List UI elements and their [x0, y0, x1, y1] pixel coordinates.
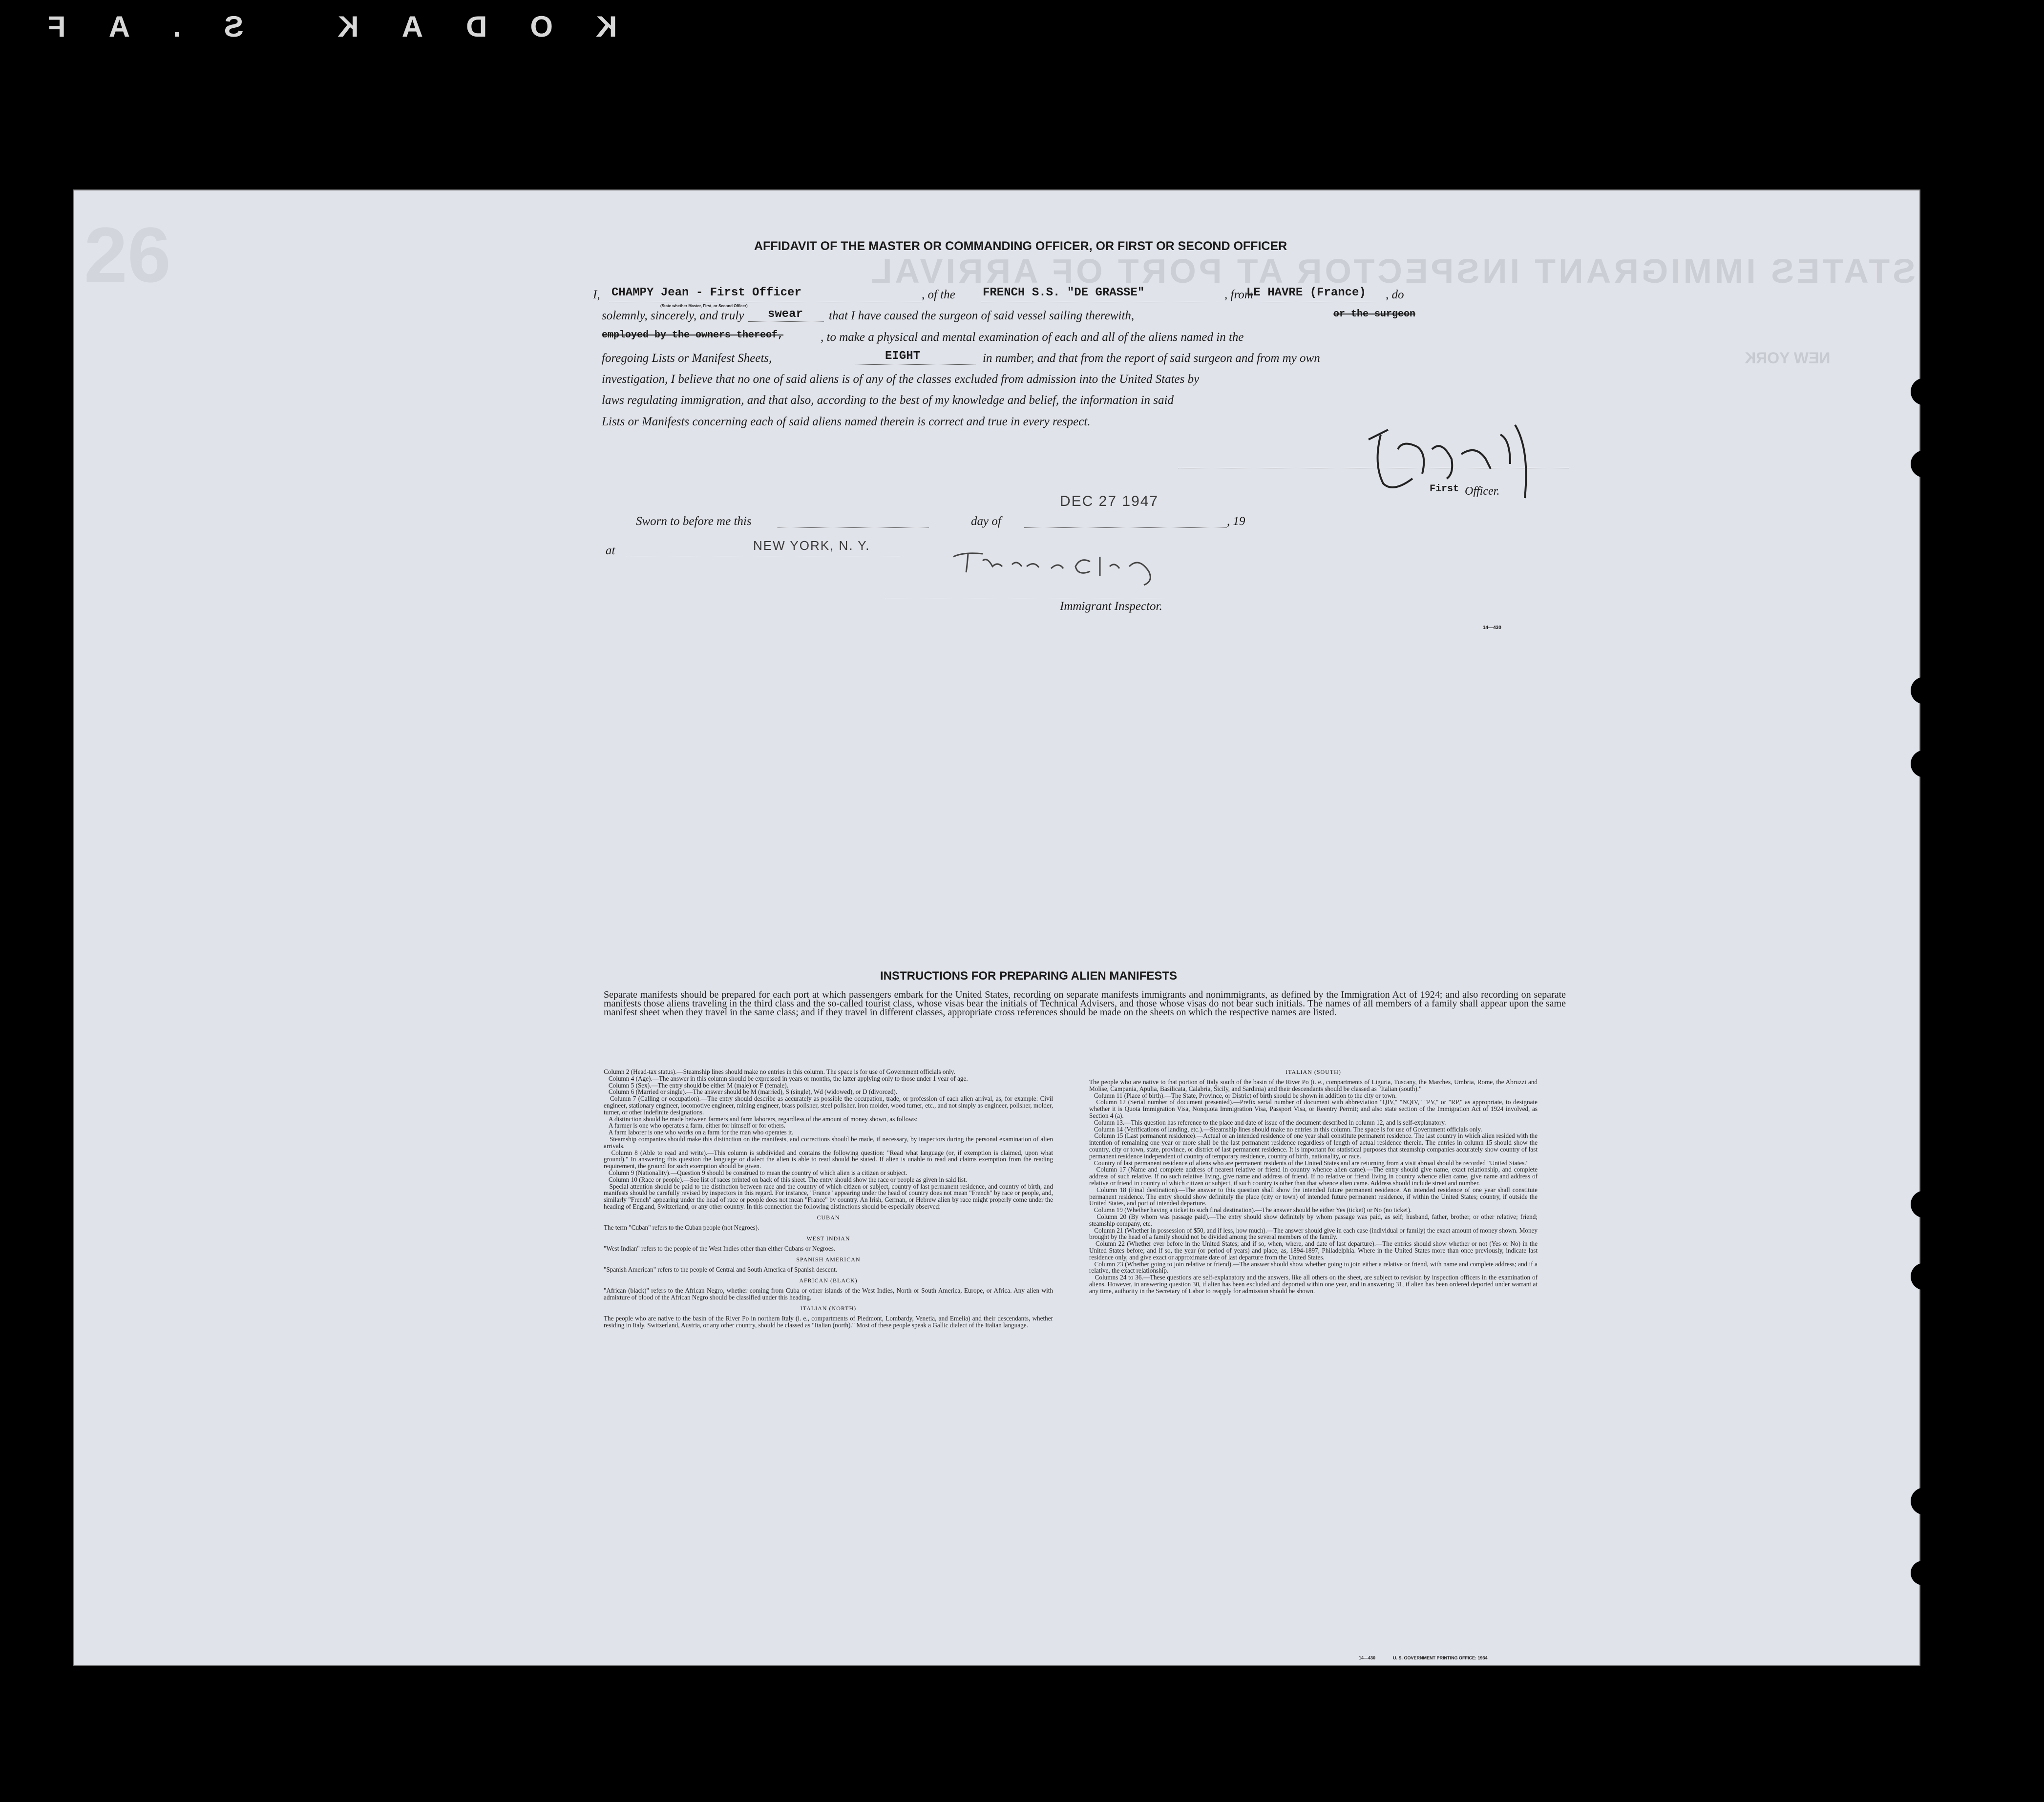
sworn-label: Sworn to before me this — [636, 515, 752, 528]
punch-hole — [1911, 450, 1938, 478]
struck-text-1: or the surgeon — [1333, 309, 1416, 320]
instructions-left-column — [604, 1069, 1053, 1329]
at-label: at — [606, 544, 615, 557]
african-heading: AFRICAN (BLACK) — [799, 1277, 858, 1284]
punch-hole — [1911, 1488, 1938, 1515]
manifest-sheet — [73, 189, 1920, 1666]
inspector-title: Immigrant Inspector. — [1060, 600, 1162, 613]
west-indian-heading: WEST INDIAN — [806, 1235, 850, 1242]
instructions-title: INSTRUCTIONS FOR PREPARING ALIEN MANIFESTS — [880, 969, 1178, 983]
punch-hole — [1911, 1561, 1935, 1585]
left-column-text: Column 2 (Head-tax status).—Steamship lines should make no entries in this column. The space is for use of Government officials only. Column 4 (Age).—The answer in this column should be expressed in years or months, the latter applying only to those under 1 year of age. Column 5 (Sex).—The entry should be either M (male) or F (female). Column 6 (Married or single).—The answer should be M (married), S (single), Wd (widowed), or D (divorced). Column 7 (Calling or occupation).—The entry should describe as accurately as possible the occupation, trade, or profession of each alien arrival, as, for example: Civil engineer, stationary engineer, locomotive engineer, mining engineer, brass polisher, steel polisher, iron molder, wood turner, etc., and not simply as engineer, polisher, molder, turner, or other indefinite designations. A distinction should be made between farmers and farm laborers, regardless of the amount of money shown, as follows: A farmer is one who operates a farm, either for himself or for others. A farm laborer is one who works on a farm for the man who operates it. Steamship companies should make this distinction on the manifests, and corrections should be made, if necessary, by inspectors during the personal examination of alien arrivals. Column 8 (Able to read and write).—This column is subdivided and contains the following question: "Read what language (or, if exemption is claimed, upon what ground)." In answering this question the language or dialect the alien is able to read should be stated. If alien is unable to read and claims exemption from the reading requirement, the ground for such exemption should be given. Column 9 (Nationality).—Question 9 should be construed to mean the country of which alien is a citizen or subject. Column 10 (Race or people).—See list of races printed on back of this sheet. The entry should show the race or people as given in said list. Special attention should be paid to the distinction between race and the country of which citizen or subject, country of last permanent residence, and country of birth, and manifests should be carefully revised by inspectors in this regard. For instance, "France" appearing under the head of country does not mean "French" by race or people, and, similarly "French" appearing under the head of race or people does not mean "France" by country. An Irish, German, or Hebrew alien by race might properly come under the heading of England, Switzerland, or any other country. In this connection the following distinctions should be especially observed: — [604, 1068, 1054, 1210]
punch-hole — [1911, 750, 1938, 777]
film-edge-label: KODAK S.AF — [5, 10, 617, 43]
affidavit-title: AFFIDAVIT OF THE MASTER OR COMMANDING OFFICER, OR FIRST OR SECOND OFFICER — [754, 239, 1287, 253]
oath-word: swear — [768, 308, 803, 321]
affidavit-line4-b: in number, and that from the report of said surgeon and from my own — [983, 352, 1320, 365]
place-stamp: NEW YORK, N. Y. — [753, 538, 870, 553]
inspector-signature — [953, 547, 1188, 586]
of-the-label: , of the — [922, 288, 955, 301]
affidavit-line5: investigation, I believe that no one of said aliens is of any of the classes excluded from admission into the United States by — [602, 373, 1200, 386]
footer-printer: U. S. GOVERNMENT PRINTING OFFICE: 1934 — [1393, 1655, 1488, 1660]
bleed-through-port: NEW YORK — [1745, 349, 1831, 367]
officer-name: CHAMPY Jean - First Officer — [611, 286, 801, 299]
departure-port: LE HAVRE (France) — [1246, 286, 1366, 299]
right-column-text: The people who are native to that portion of Italy south of the basin of the River Po (i. e., compartments of Liguria, Tuscany, the Marches, Umbria, Rome, the Abruzzi and Molise, Campania, Apulia, Basilicata, Calabria, Sicily, and Sardinia) and their descendants should be classed as "Italian (south)." Column 11 (Place of birth).—The State, Province, or District of birth should be shown in addition to the city or town. Column 12 (Serial number of document presented).—Prefix serial number of document with abbreviation "QIV," "NQIV," "PV," or "RP," as appropriate, to designate whether it is Quota Immigration Visa, Nonquota Immigration Visa, Passport Visa, or Reentry Permit; and also state section of the Immigration Act of 1924 involved, as Section 4 (a). Column 13.—This question has reference to the place and date of issue of the document described in column 12, and is self-explanatory. Column 14 (Verifications of landing, etc.).—Steamship lines should make no entries in this column. The space is for use of Government officials only. Column 15 (Last permanent residence).—Actual or an intended residence of one year shall constitute permanent residence. The last country in which alien resided with the intention of remaining one year or more shall be the last permanent residence regardless of length of actual residence therein. The entries in column 15 should show the country, city or town, state, province, or district of last permanent residence. It is important for statistical purposes that steamship companies accurately show country of last permanent residence independent of country of temporary residence, country of birth, nationality, or race. Country of last permanent residence of aliens who are permanent residents of the United States and are returning from a visit abroad should be recorded "United States." Column 17 (Name and complete address of nearest relative or friend in country whence alien came).—The entry should give name, exact relationship, and complete address of such relative. If no such relative living, give name and address of friend. If no relative or friend living in country whence alien came, give name and address of relative or friend in country of which citizen or subject, if such country is other than that whence alien came. Address should include street and number. Column 18 (Final destination).—The answer to this question shall show the intended future permanent residence. An intended residence of one year shall constitute permanent residence. The entry should show definitely the place (city or town) of intended future permanent residence, if within the United States; country, if outside the United States, and port of intended departure. Column 19 (Whether having a ticket to such final destination).—The answer should be either Yes (ticket) or No (no ticket). Column 20 (By whom was passage paid).—The entry should show definitely by whom passage was paid, as self; husband, father, brother, or other relative; friend; steamship company, etc. Column 21 (Whether in possession of $50, and if less, how much).—The answer should give in each case (individual or family) the exact amount of money shown. Money brought by the head of a family should not be divided among the several members of the family. Column 22 (Whether ever before in the United States; and if so, when, where, and date of last departure).—The entries should show whether or not (Yes or No) in the United States before; and if so, the year (or period of years) and place, as, 1894-1897, Philadelphia. Where in the United States more than once previously, indicate last residence only, and give exact or approximate date of last departure from the United States. Column 23 (Whether going to join relative or friend).—The answer should show whether going to join either a relative or friend, with name and complete address; and if a relative, the exact relationship. Columns 24 to 36.—These questions are self-explanatory and the answers, like all others on the sheet, are subject to revision by inspection officers in the examination of aliens. However, in answering question 30, if alien has been excluded and deported within one year, and in answering 31, if alien has been ordered deported under warrant at any time, authority in the Secretary of Labor to reapply for admission should be shown. — [1089, 1078, 1538, 1295]
bleed-through-number: 26 — [84, 211, 171, 298]
affidavit-line2-a: solemnly, sincerely, and truly — [602, 309, 744, 322]
do-label: , do — [1386, 288, 1404, 301]
affidavit-line4-a: foregoing Lists or Manifest Sheets, — [602, 352, 772, 365]
italian-north-text: The people who are native to the basin of the River Po in northern Italy (i. e., compartments of Piedmont, Lombardy, Venetia, and Emelia) and their descendants, whether residing in Italy, Switzerland, Austria, or any other country, should be classed as "Italian (north)." Most of these people speak a Gallic dialect of the Italian language. — [604, 1314, 1055, 1329]
affidavit-line6: laws regulating immigration, and that also, according to the best of my knowledge and belief, the information in said — [602, 394, 1174, 407]
italian-north-heading: ITALIAN (NORTH) — [800, 1304, 857, 1312]
instructions-intro: Separate manifests should be prepared for each port at which passengers embark for the United States, recording on separate manifests immigrants and nonimmigrants, as defined by the Immigration Act of 1924; and also recording on separate manifests those aliens traveling in the third class and the so-called tourist class, whose visas bear the initials of Technical Advisers, and those whose visas do not bear such initials. The names of all members of a family shall appear upon the same manifest sheet when they travel in the same class; and if they travel in different classes, appropriate cross references should be made on the sheets on which the respective names are listed. — [604, 989, 1568, 1018]
affidavit-line3: , to make a physical and mental examination of each and all of the aliens named in the — [821, 331, 1244, 344]
punch-hole — [1911, 677, 1938, 704]
punch-hole — [1911, 1263, 1938, 1290]
year-label: , 19 — [1227, 515, 1245, 528]
first-prefix: First — [1430, 483, 1459, 495]
day-of-label: day of — [971, 515, 1001, 528]
affidavit-line7: Lists or Manifests concerning each of said aliens named therein is correct and true in every respect. — [602, 415, 1091, 428]
punch-hole — [1911, 1191, 1938, 1218]
italian-south-heading: ITALIAN (SOUTH) — [1285, 1069, 1341, 1075]
footer-form-number: 14—430 — [1359, 1655, 1376, 1660]
officer-title: Officer. — [1465, 485, 1500, 498]
vessel-name: FRENCH S.S. "DE GRASSE" — [983, 286, 1145, 299]
affidavit-line2-b: that I have caused the surgeon of said vessel sailing therewith, — [829, 309, 1135, 322]
sheets-count: EIGHT — [885, 350, 921, 363]
affidavit-i: I, — [593, 288, 600, 301]
cuban-text: The term "Cuban" refers to the Cuban people (not Negroes). — [604, 1223, 759, 1231]
instructions-right-column — [1089, 1069, 1538, 1295]
spanish-american-text: "Spanish American" refers to the people of Central and South America of Spanish descent. — [604, 1265, 838, 1273]
date-stamp: DEC 27 1947 — [1060, 493, 1159, 509]
struck-text-2: employed by the owners thereof, — [602, 330, 784, 341]
west-indian-text: "West Indian" refers to the people of the West Indies other than either Cubans or Negroes. — [604, 1244, 836, 1252]
punch-hole — [1911, 378, 1938, 405]
form-number: 14—430 — [1483, 625, 1501, 630]
african-text: "African (black)" refers to the African Negro, whether coming from Cuba or other islands of the West Indies, North or South America, Europe, or Africa. Any alien with admixture of blood of the African Negro should be classified under this heading. — [604, 1286, 1055, 1301]
cuban-heading: CUBAN — [817, 1214, 840, 1221]
from-label: , from — [1224, 288, 1253, 301]
officer-rank-note: (State whether Master, First, or Second Officer) — [660, 304, 748, 308]
bleed-through-title: STATES IMMIGRANT INSPECTOR AT PORT OF ARRIVAL — [868, 252, 1916, 290]
spanish-american-heading: SPANISH AMERICAN — [796, 1256, 861, 1263]
